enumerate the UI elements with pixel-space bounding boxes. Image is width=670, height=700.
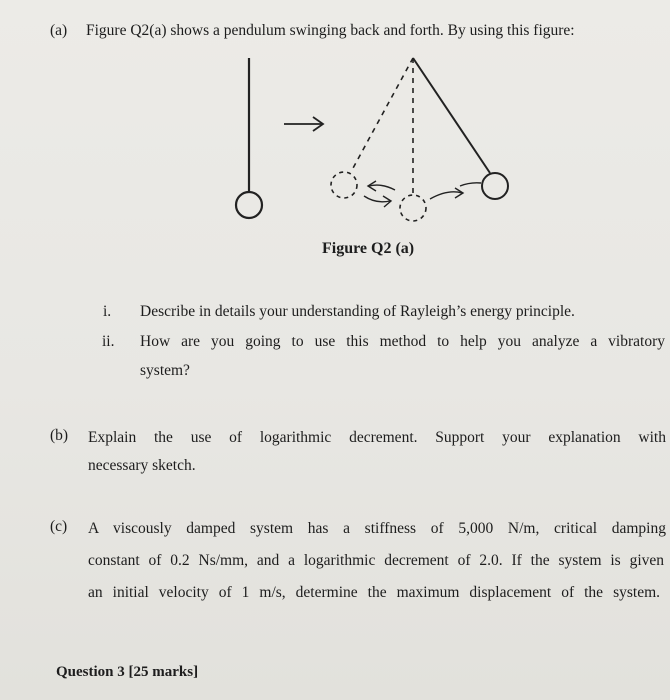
item-i-number: i.: [103, 303, 112, 320]
item-i-text: Describe in details your understanding of Rayleigh’s energy principle.: [140, 303, 575, 320]
left-dashed-bob: [331, 172, 357, 198]
motion-arrow-right: [364, 196, 390, 202]
part-c-label: (c): [50, 518, 68, 535]
part-c-line3: an initial velocity of 1 m/s, determine the maximum displacement of the system.: [88, 584, 660, 601]
part-a-label: (a): [50, 22, 68, 39]
item-ii-text-line1: How are you going to use this method to help you analyze a vibratory: [140, 333, 665, 350]
question-3-heading: Question 3 [25 marks]: [56, 664, 199, 680]
part-c-line2: constant of 0.2 Ns/mm, and a logarithmic decrement of 2.0. If the system is given: [88, 552, 664, 569]
rest-pendulum-bob: [236, 192, 262, 218]
bottom-dashed-bob: [400, 195, 426, 221]
item-ii-text-line2: system?: [140, 362, 190, 379]
swing-pendulum-rod: [413, 58, 490, 173]
part-b-line1: Explain the use of logarithmic decrement. Support your explanation with: [88, 429, 666, 446]
left-dashed-rod: [352, 58, 413, 170]
item-ii-number: ii.: [102, 333, 115, 350]
motion-arrow-return: [460, 183, 481, 186]
part-b-line2: necessary sketch.: [88, 457, 196, 474]
part-b-label: (b): [50, 427, 69, 444]
figure-caption: Figure Q2 (a): [322, 240, 415, 257]
swing-pendulum-bob: [482, 173, 508, 199]
motion-arrow-outer: [430, 192, 462, 199]
part-c-line1: A viscously damped system has a stiffness of 5,000 N/m, critical damping: [88, 520, 666, 537]
part-a-text: Figure Q2(a) shows a pendulum swinging back and forth. By using this figure:: [86, 22, 575, 39]
